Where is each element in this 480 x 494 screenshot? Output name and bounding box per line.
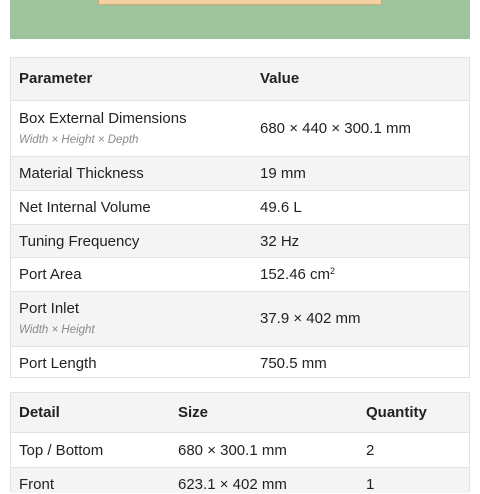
table-row: [11, 467, 469, 493]
column-header-detail: Detail: [19, 404, 60, 421]
table-row: [11, 291, 469, 346]
box-illustration: [98, 0, 382, 5]
detail-name: Front: [19, 476, 55, 493]
param-value: [260, 266, 335, 284]
param-name: Material Thickness: [19, 165, 144, 182]
param-name: Box External Dimensions: [19, 110, 187, 127]
column-header-parameter: Parameter: [19, 70, 93, 87]
param-name: Port Inlet: [19, 300, 80, 317]
table-row: [11, 100, 469, 156]
table-header: [11, 393, 469, 432]
param-value: 680 × 440 × 300.1 mm: [260, 120, 411, 137]
table-row: [11, 432, 469, 467]
param-value: 49.6 L: [260, 199, 302, 216]
param-name: Port Area: [19, 266, 82, 283]
param-name: Net Internal Volume: [19, 199, 151, 216]
box-preview: [10, 0, 470, 39]
param-value: 32 Hz: [260, 233, 300, 250]
column-header-quantity: Quantity: [366, 404, 427, 421]
param-value-exponent: 2: [330, 266, 336, 276]
table-row: [11, 190, 469, 224]
detail-size: 623.1 × 402 mm: [178, 476, 287, 493]
param-subtitle: Width × Height × Depth: [19, 134, 139, 146]
param-name: Port Length: [19, 355, 97, 372]
param-value: 750.5 mm: [260, 355, 327, 372]
detail-quantity: 1: [366, 476, 375, 493]
param-value: 19 mm: [260, 165, 306, 182]
column-header-size: Size: [178, 404, 209, 421]
table-row: [11, 156, 469, 190]
table-row: [11, 346, 469, 379]
cut-list-table: [10, 392, 470, 492]
table-header: [11, 58, 469, 100]
param-subtitle: Width × Height: [19, 324, 95, 336]
param-value: 37.9 × 402 mm: [260, 310, 361, 327]
detail-quantity: 2: [366, 442, 375, 459]
param-value-text: 152.46 cm: [260, 266, 331, 283]
column-header-value: Value: [260, 70, 300, 87]
parameters-table: [10, 57, 470, 378]
detail-name: Top / Bottom: [19, 442, 104, 459]
detail-size: 680 × 300.1 mm: [178, 442, 287, 459]
param-name: Tuning Frequency: [19, 233, 140, 250]
table-row: [11, 224, 469, 257]
table-row: [11, 257, 469, 291]
